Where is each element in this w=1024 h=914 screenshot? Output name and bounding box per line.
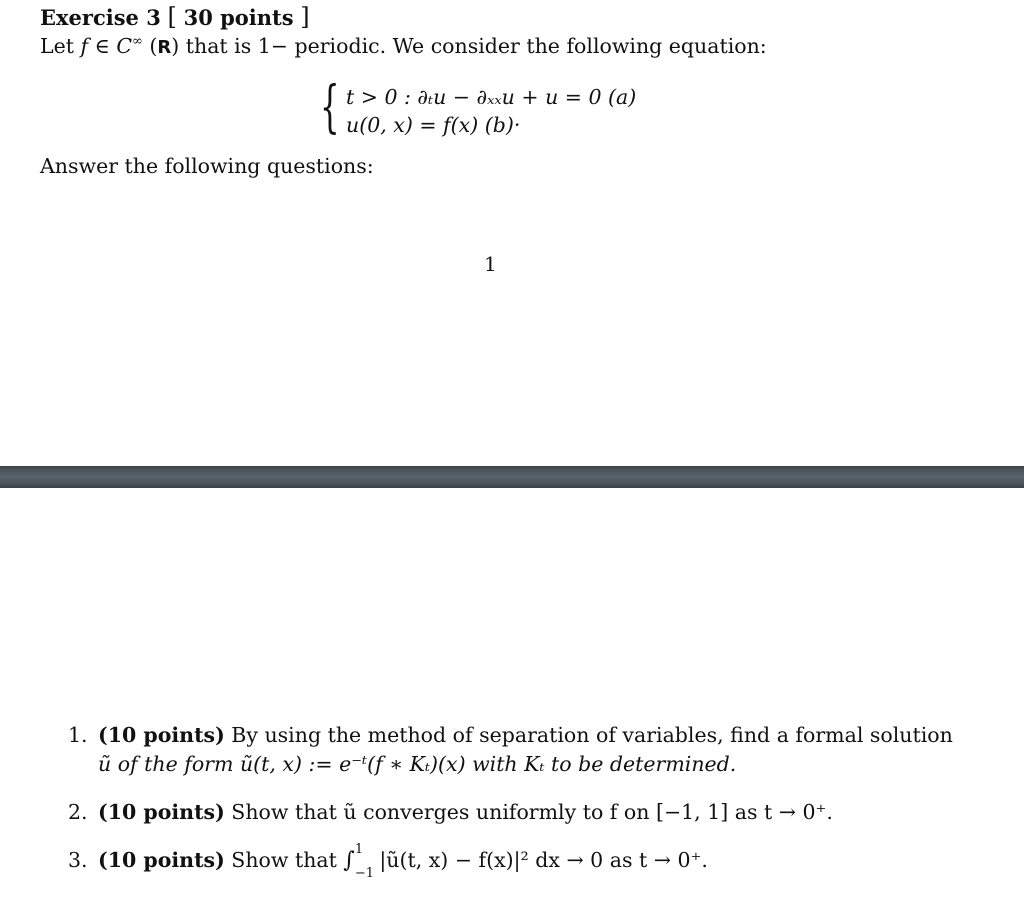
question-2-number: 2. (68, 800, 88, 824)
answer-prompt: Answer the following questions: (40, 154, 374, 178)
integral-limits (354, 842, 375, 881)
exercise-points: 30 points (183, 5, 294, 30)
question-1-continuation: ũ of the form ũ(t, x) := e⁻ᵗ(f ∗ Kₜ)(x) with Kₜ to be determined. (98, 752, 737, 776)
intro-rest: that is 1− periodic. We consider the following equation: (179, 34, 767, 58)
question-3 (68, 842, 708, 881)
equation-b: u(0, x) = f(x) (b)· (346, 113, 521, 137)
intro-paren-close: ) (171, 34, 180, 58)
intro-C: C (116, 34, 132, 58)
equation-system (320, 75, 700, 142)
exercise-title (40, 4, 310, 31)
exercise-intro (40, 33, 767, 61)
intro-f: f (80, 34, 89, 58)
integral-lower: −1 (354, 866, 375, 881)
question-2-text: Show that ũ converges uniformly to f on [−1, 1] as t → 0⁺. (224, 800, 833, 824)
intro-paren-open: ( (142, 34, 158, 58)
question-3-text-pre: Show that (224, 848, 344, 872)
question-2-points: (10 points) (98, 800, 225, 824)
integral-sign: ∫ (343, 848, 355, 873)
question-1-points: (10 points) (98, 723, 225, 747)
equation-a: t > 0 : ∂ₜu − ∂ₓₓu + u = 0 (a) (346, 85, 637, 109)
question-3-number: 3. (68, 848, 88, 872)
intro-in: ∈ (88, 34, 117, 58)
bracket-close: ] (300, 3, 310, 31)
intro-reals: R (157, 37, 172, 58)
bracket-open: [ (167, 3, 177, 31)
intro-infinity: ∞ (132, 34, 143, 49)
question-1 (68, 722, 953, 748)
exercise-label: Exercise 3 (40, 5, 161, 30)
question-2 (68, 799, 833, 825)
page-separator (0, 466, 1024, 488)
page-number: 1 (484, 252, 497, 276)
question-1-text: By using the method of separation of variables, find a formal solution (224, 723, 953, 747)
question-3-points: (10 points) (98, 848, 225, 872)
intro-let: Let (40, 34, 81, 58)
left-brace: { (320, 75, 340, 140)
question-1-number: 1. (68, 723, 88, 747)
question-3-text-post: |ũ(t, x) − f(x)|² dx → 0 as t → 0⁺. (372, 848, 708, 872)
integral-upper: 1 (354, 842, 364, 857)
